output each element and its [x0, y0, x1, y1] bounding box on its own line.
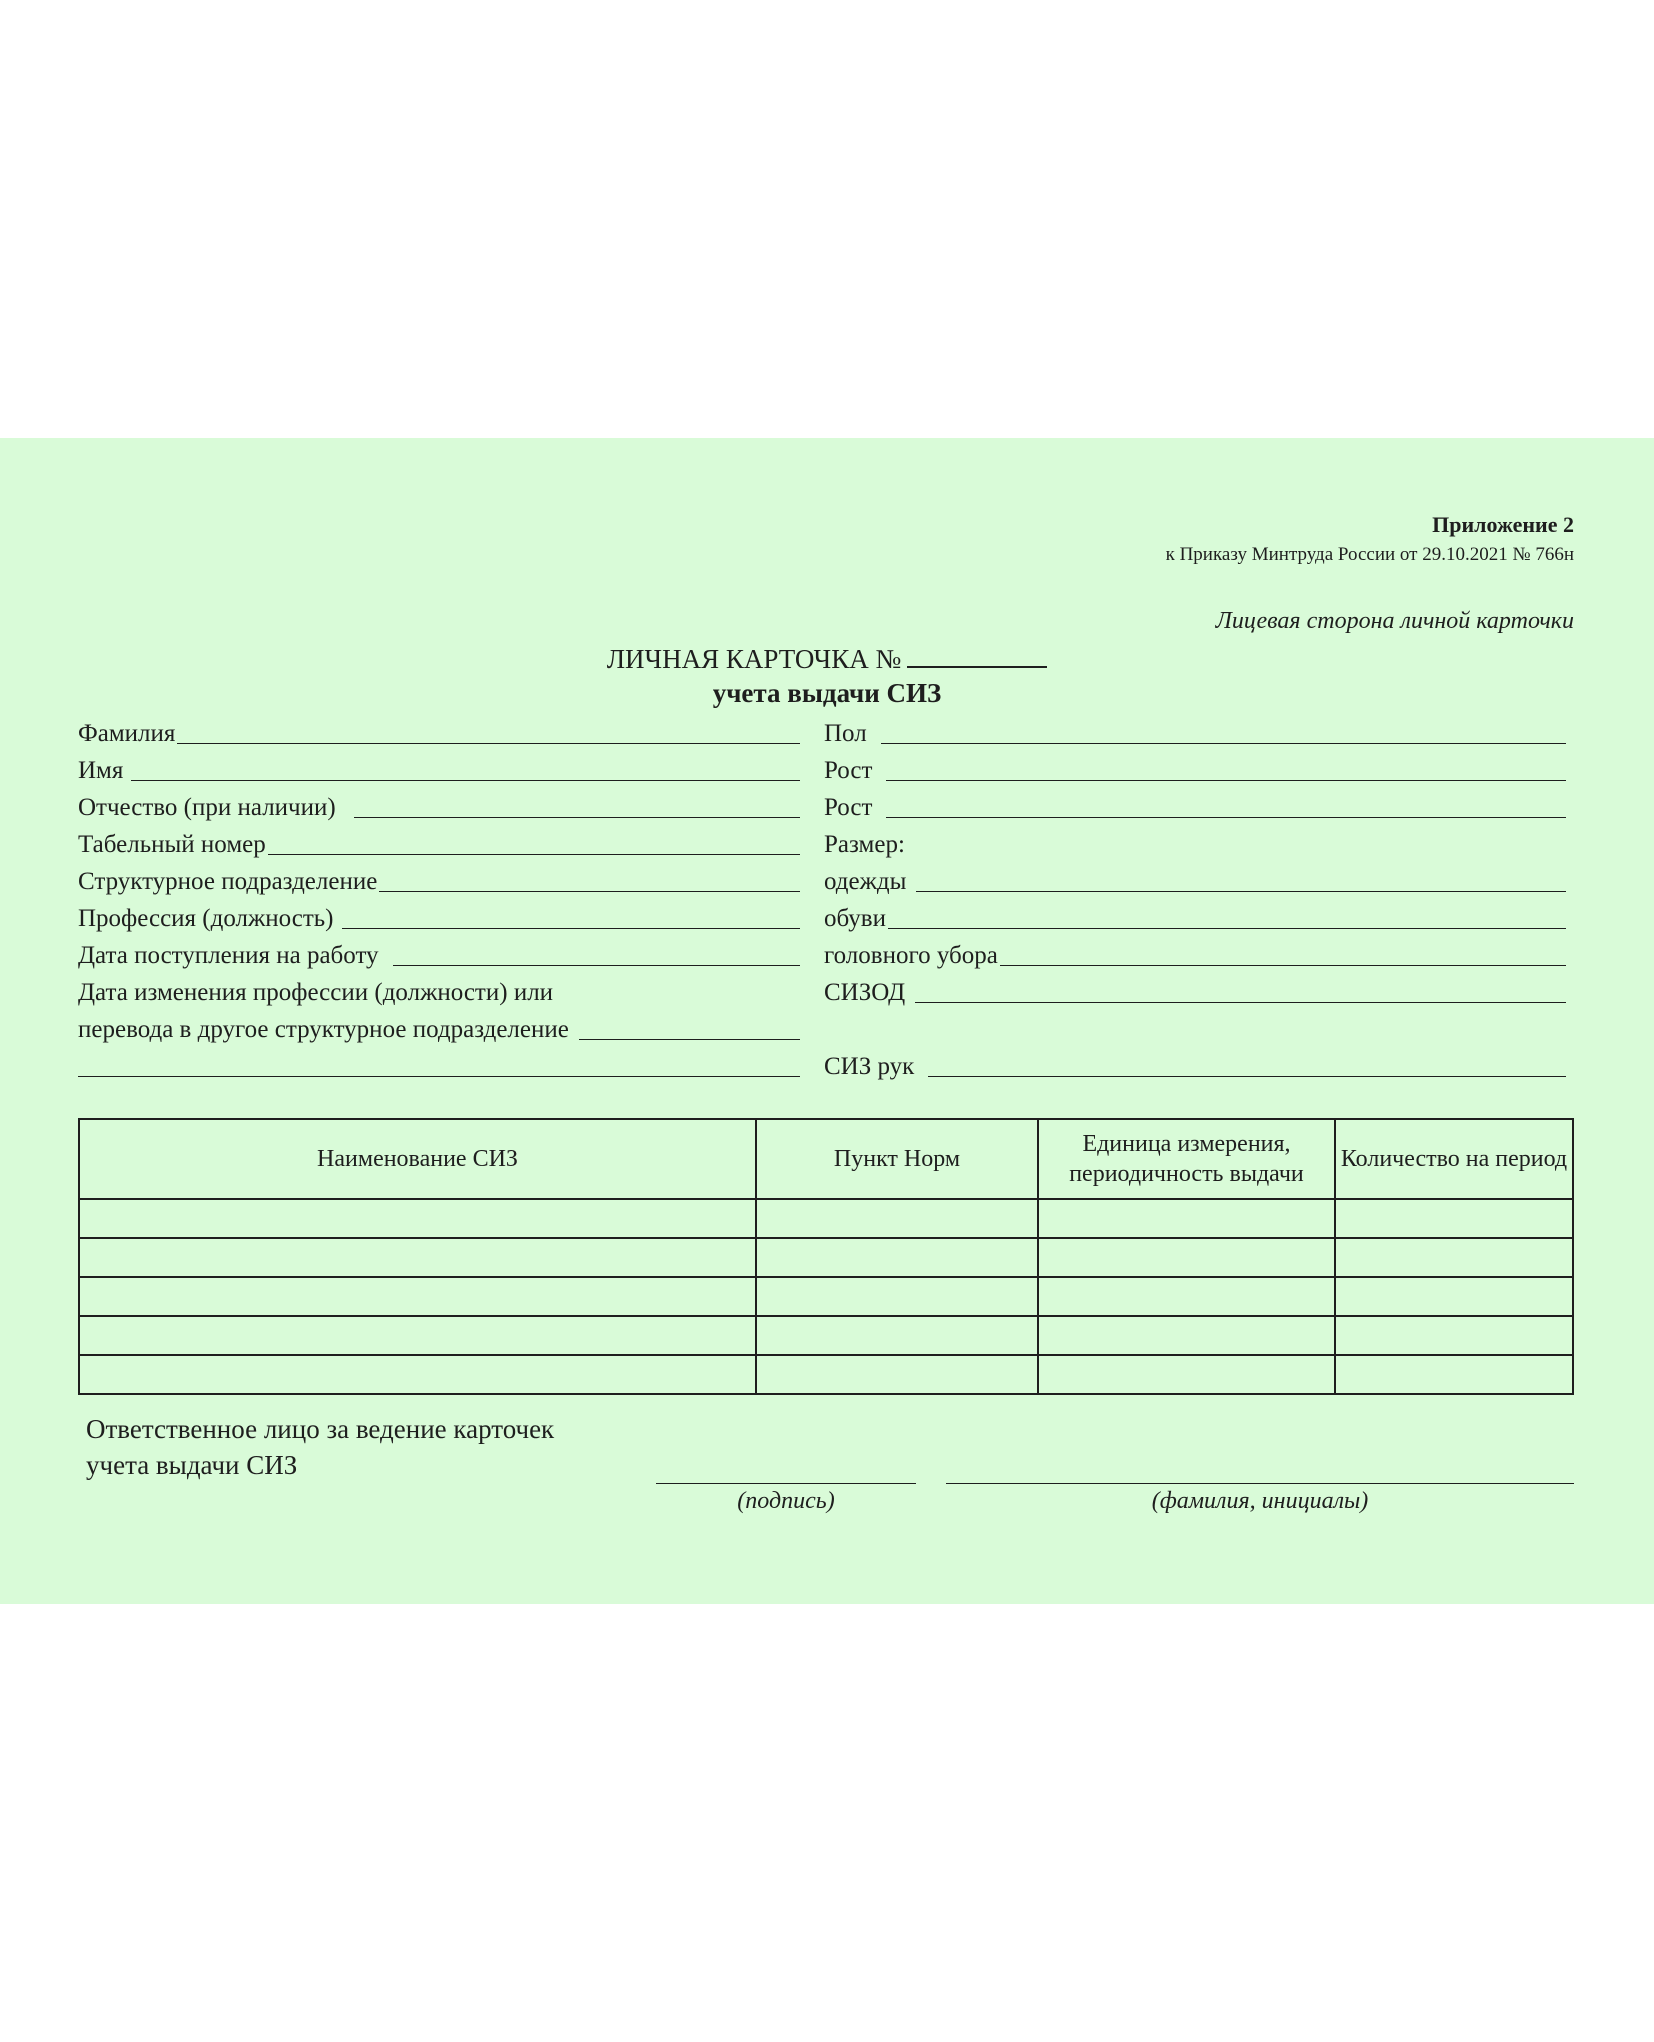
- table-cell[interactable]: [79, 1199, 756, 1238]
- responsible-line1: Ответственное лицо за ведение карточек: [86, 1414, 555, 1444]
- personal-card-form: [0, 438, 1654, 1604]
- table-cell[interactable]: [1335, 1238, 1573, 1277]
- table-cell[interactable]: [79, 1316, 756, 1355]
- department-label: Структурное подразделение: [78, 868, 378, 895]
- change-date-field[interactable]: [78, 1010, 800, 1044]
- personnel-number-label: Табельный номер: [78, 831, 266, 858]
- card-subtitle: учета выдачи СИЗ: [712, 678, 942, 708]
- height-field-1[interactable]: [824, 751, 1566, 785]
- change-date-extra-line[interactable]: [78, 1075, 800, 1077]
- personnel-number-line[interactable]: [268, 853, 800, 855]
- signature-caption: (подпись): [737, 1488, 835, 1514]
- patronymic-field[interactable]: [78, 788, 800, 822]
- profession-label: Профессия (должность): [78, 905, 334, 932]
- table-cell[interactable]: [1335, 1277, 1573, 1316]
- table-row: [79, 1199, 1573, 1238]
- headwear-size-line[interactable]: [1000, 964, 1566, 966]
- table-cell[interactable]: [756, 1238, 1038, 1277]
- card-number-field[interactable]: [907, 640, 1047, 668]
- name-field[interactable]: [78, 751, 800, 785]
- table-cell[interactable]: [1038, 1355, 1335, 1394]
- surname-field[interactable]: [78, 714, 800, 748]
- table-row: [79, 1355, 1573, 1394]
- respiratory-size-line[interactable]: [915, 1001, 1566, 1003]
- siz-table: [78, 1118, 1574, 1395]
- surname-label: Фамилия: [78, 720, 176, 747]
- table-cell[interactable]: [1335, 1355, 1573, 1394]
- table-cell[interactable]: [756, 1277, 1038, 1316]
- header-norm-item: Пункт Норм: [756, 1119, 1038, 1199]
- table-cell[interactable]: [756, 1316, 1038, 1355]
- table-cell[interactable]: [1038, 1277, 1335, 1316]
- footwear-size-line[interactable]: [888, 927, 1566, 929]
- table-cell[interactable]: [79, 1238, 756, 1277]
- change-date-extra-field[interactable]: [78, 1047, 800, 1081]
- responsible-line2: учета выдачи СИЗ: [86, 1450, 298, 1480]
- respiratory-size-label: СИЗОД: [824, 979, 906, 1006]
- responsible-person-label: [86, 1411, 554, 1483]
- sex-field[interactable]: [824, 714, 1566, 748]
- header-quantity: Количество на период: [1335, 1119, 1573, 1199]
- clothing-size-label: одежды: [824, 868, 907, 895]
- name-label: Имя: [78, 757, 124, 784]
- profession-line[interactable]: [342, 927, 800, 929]
- headwear-size-field[interactable]: [824, 936, 1566, 970]
- change-date-label-line2: перевода в другое структурное подразделение: [78, 1016, 569, 1043]
- patronymic-label: Отчество (при наличии): [78, 794, 336, 821]
- full-name-caption: (фамилия, инициалы): [1151, 1488, 1369, 1514]
- clothing-size-field[interactable]: [824, 862, 1566, 896]
- table-header-row: [79, 1119, 1573, 1199]
- table-cell[interactable]: [756, 1355, 1038, 1394]
- profession-field[interactable]: [78, 899, 800, 933]
- footwear-size-field[interactable]: [824, 899, 1566, 933]
- change-date-field-line1: [78, 973, 800, 1007]
- hands-size-field[interactable]: [824, 1047, 1566, 1081]
- table-cell[interactable]: [1038, 1238, 1335, 1277]
- appendix-title: Приложение 2: [1432, 512, 1574, 537]
- surname-line[interactable]: [177, 742, 800, 744]
- personnel-number-field[interactable]: [78, 825, 800, 859]
- header-unit-period: Единица измерения, периодичность выдачи: [1038, 1119, 1335, 1199]
- height-line-2[interactable]: [886, 816, 1566, 818]
- table-cell[interactable]: [756, 1199, 1038, 1238]
- siz-table-wrapper: [78, 1118, 1572, 1395]
- table-cell[interactable]: [1335, 1199, 1573, 1238]
- table-row: [79, 1238, 1573, 1277]
- hire-date-field[interactable]: [78, 936, 800, 970]
- header-siz-name: Наименование СИЗ: [79, 1119, 756, 1199]
- appendix-subtitle: к Приказу Минтруда России от 29.10.2021 № 766н: [1165, 544, 1574, 565]
- department-field[interactable]: [78, 862, 800, 896]
- hire-date-line[interactable]: [393, 964, 800, 966]
- headwear-size-label: головного убора: [824, 942, 998, 969]
- height-field-2[interactable]: [824, 788, 1566, 822]
- height-line-1[interactable]: [886, 779, 1566, 781]
- hands-size-label: СИЗ рук: [824, 1053, 915, 1080]
- change-date-line[interactable]: [579, 1038, 800, 1040]
- table-cell[interactable]: [79, 1277, 756, 1316]
- patronymic-line[interactable]: [354, 816, 800, 818]
- table-cell[interactable]: [79, 1355, 756, 1394]
- height-label-1: Рост: [824, 757, 873, 784]
- full-name-line[interactable]: [946, 1482, 1574, 1484]
- height-label-2: Рост: [824, 794, 873, 821]
- signature-line[interactable]: [656, 1482, 916, 1484]
- name-line[interactable]: [131, 779, 800, 781]
- footwear-size-label: обуви: [824, 905, 886, 932]
- table-cell[interactable]: [1038, 1199, 1335, 1238]
- sex-line[interactable]: [881, 742, 1566, 744]
- card-title-text: ЛИЧНАЯ КАРТОЧКА №: [606, 644, 902, 674]
- table-row: [79, 1277, 1573, 1316]
- clothing-size-line[interactable]: [916, 890, 1566, 892]
- card-title: [0, 640, 1654, 675]
- size-heading-label: Размер:: [824, 831, 905, 858]
- side-note: Лицевая сторона личной карточки: [1215, 608, 1574, 634]
- table-cell[interactable]: [1038, 1316, 1335, 1355]
- sex-label: Пол: [824, 720, 867, 747]
- table-row: [79, 1316, 1573, 1355]
- hands-size-line[interactable]: [928, 1075, 1566, 1077]
- department-line[interactable]: [379, 890, 800, 892]
- hire-date-label: Дата поступления на работу: [78, 942, 379, 969]
- size-heading: [824, 825, 1566, 859]
- respiratory-size-field[interactable]: [824, 973, 1566, 1007]
- table-cell[interactable]: [1335, 1316, 1573, 1355]
- change-date-label-line1: Дата изменения профессии (должности) или: [78, 979, 554, 1006]
